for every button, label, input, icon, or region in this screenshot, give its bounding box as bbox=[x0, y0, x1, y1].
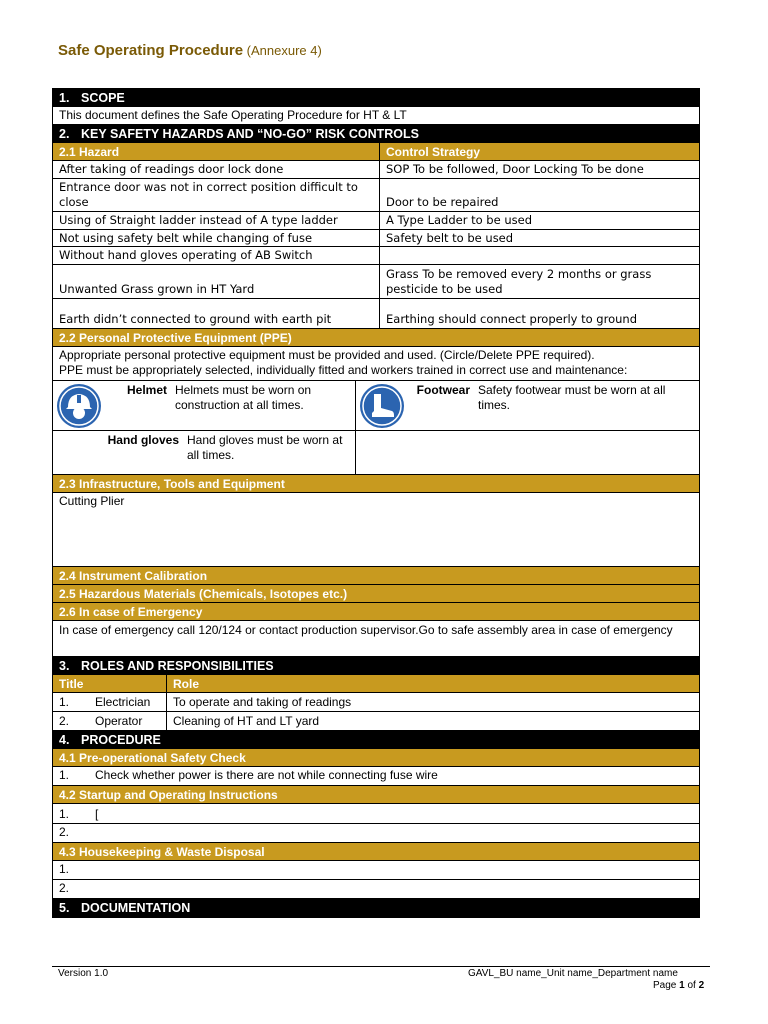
preop-header: 4.1 Pre-operational Safety Check bbox=[53, 749, 699, 767]
ppe-text: Appropriate personal protective equipment must be provided and used. (Circle/Delete PPE required). PPE must be appropriately selected, individually fitted and workers trained in correct use and maintenance: bbox=[53, 347, 699, 381]
hazard-row: Not using safety belt while changing of fuse Safety belt to be used bbox=[53, 230, 699, 247]
ppe-footwear: Footwear Safety footwear must be worn at all times. bbox=[356, 381, 699, 430]
footer-page: Page 1 of 2 bbox=[653, 980, 705, 991]
hazard-header: 2.1 Hazard bbox=[53, 143, 380, 160]
roles-header-row: Title Role bbox=[53, 675, 699, 693]
ppe-gloves: Hand gloves Hand gloves must be worn at all times. bbox=[53, 431, 356, 474]
title-sub: (Annexure 4) bbox=[243, 43, 322, 58]
page-title bbox=[58, 42, 322, 59]
sop-table bbox=[52, 88, 700, 918]
hazard-row: After taking of readings door lock done SOP To be followed, Door Locking To be done bbox=[53, 161, 699, 179]
hazard-row: Using of Straight ladder instead of A type ladder A Type Ladder to be used bbox=[53, 212, 699, 230]
ppe-header: 2.2 Personal Protective Equipment (PPE) bbox=[53, 329, 699, 347]
hazard-row: Entrance door was not in correct position difficult to close Door to be repaired bbox=[53, 179, 699, 212]
footer-divider bbox=[52, 966, 710, 967]
scope-text: This document defines the Safe Operating Procedure for HT & LT bbox=[53, 107, 699, 125]
section-scope: 1. SCOPE bbox=[53, 89, 699, 107]
hazard-row: Unwanted Grass grown in HT Yard Grass To be removed every 2 months or grass pesticide to be used bbox=[53, 265, 699, 299]
section-procedure: 4. PROCEDURE bbox=[53, 731, 699, 749]
section-hazards: 2. KEY SAFETY HAZARDS AND “NO-GO” RISK CONTROLS bbox=[53, 125, 699, 143]
hazard-header-row bbox=[53, 143, 699, 161]
hazmat-header: 2.5 Hazardous Materials (Chemicals, Isotopes etc.) bbox=[53, 585, 699, 603]
startup-header: 4.2 Startup and Operating Instructions bbox=[53, 786, 699, 804]
section-documentation: 5. DOCUMENTATION bbox=[53, 899, 699, 917]
section-roles: 3. ROLES AND RESPONSIBILITIES bbox=[53, 657, 699, 675]
startup-item: 2. bbox=[53, 824, 699, 843]
emergency-text: In case of emergency call 120/124 or contact production supervisor.Go to safe assembly area in case of emergency bbox=[53, 621, 699, 657]
housekeeping-item: 1. bbox=[53, 861, 699, 880]
ppe-row-1 bbox=[53, 381, 699, 431]
housekeeping-item: 2. bbox=[53, 880, 699, 899]
role-row: 2. Operator Cleaning of HT and LT yard bbox=[53, 712, 699, 731]
ppe-helmet: Helmet Helmets must be worn on construction at all times. bbox=[53, 381, 356, 430]
boot-icon bbox=[356, 381, 408, 430]
calibration-header: 2.4 Instrument Calibration bbox=[53, 567, 699, 585]
infra-text: Cutting Plier bbox=[53, 493, 699, 567]
footer-version: Version 1.0 bbox=[58, 968, 109, 979]
footer-department: GAVL_BU name_Unit name_Department name bbox=[468, 968, 678, 979]
ppe-row-2 bbox=[53, 431, 699, 475]
control-header: Control Strategy bbox=[386, 145, 481, 159]
helmet-icon bbox=[53, 381, 105, 430]
startup-item: 1. [ bbox=[53, 804, 699, 824]
infra-header: 2.3 Infrastructure, Tools and Equipment bbox=[53, 475, 699, 493]
preop-item: 1. Check whether power is there are not while connecting fuse wire bbox=[53, 767, 699, 786]
role-row: 1. Electrician To operate and taking of readings bbox=[53, 693, 699, 712]
emergency-header: 2.6 In case of Emergency bbox=[53, 603, 699, 621]
hazard-row: Without hand gloves operating of AB Switch bbox=[53, 247, 699, 265]
housekeeping-header: 4.3 Housekeeping & Waste Disposal bbox=[53, 843, 699, 861]
hazard-row: Earth didn’t connected to ground with earth pit Earthing should connect properly to ground bbox=[53, 299, 699, 329]
title-main: Safe Operating Procedure bbox=[58, 42, 244, 59]
